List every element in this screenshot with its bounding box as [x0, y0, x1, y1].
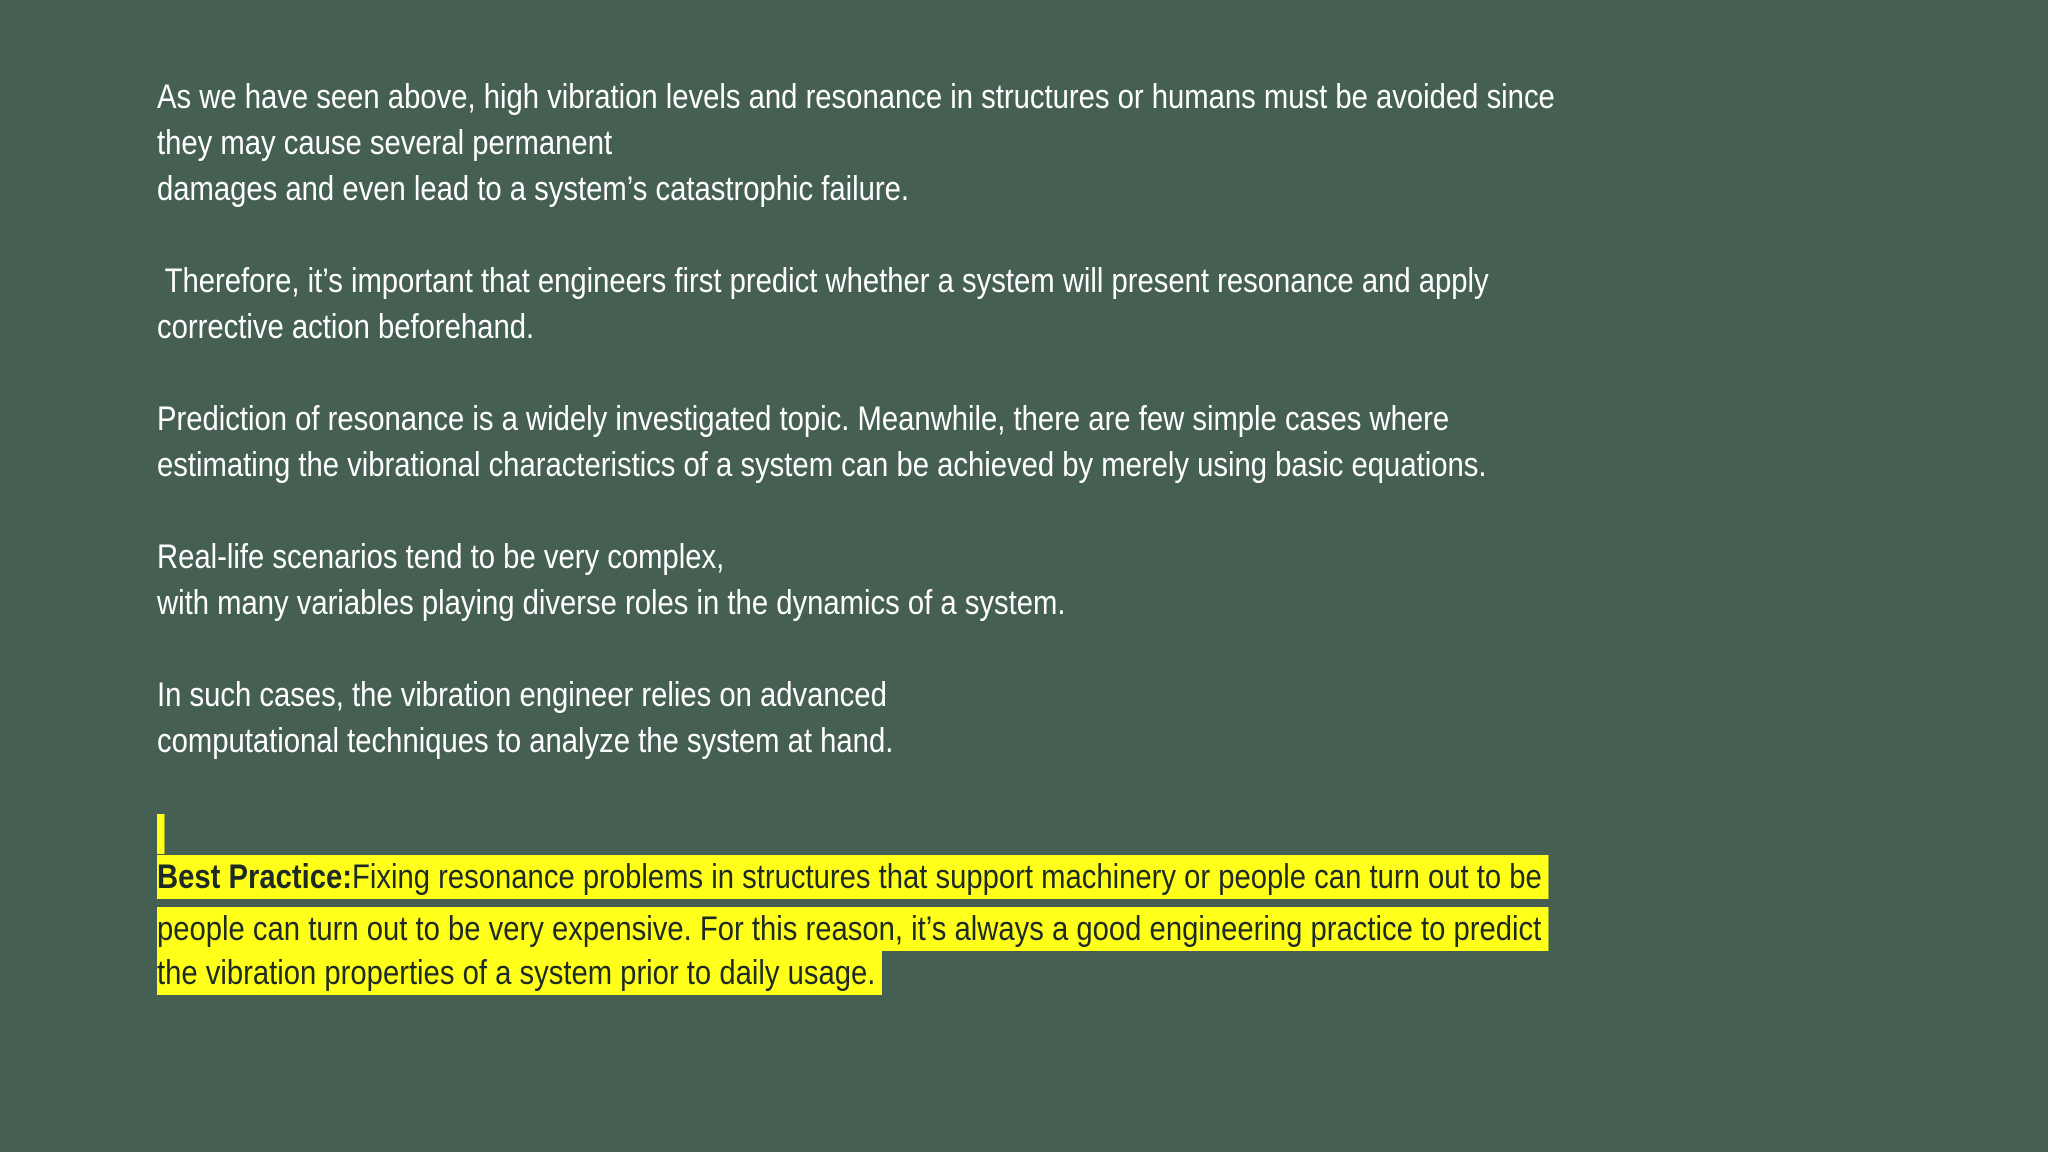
paragraph-4-line-1: Real-life scenarios tend to be very complex, — [157, 538, 725, 576]
paragraph-3-line-2: estimating the vibrational characteristics of a system can be achieved by merely using basic equations. — [157, 446, 1487, 484]
paragraph-spacer — [157, 488, 1499, 534]
paragraph-spacer — [157, 626, 1499, 672]
paragraph-1-line-2: they may cause several permanent — [157, 124, 613, 162]
best-practice-line-2: people can turn out to be very expensive. For this reason, it’s always a good engineering practice to predict — [157, 907, 1548, 951]
paragraph-1-line-1: As we have seen above, high vibration levels and resonance in structures or humans must be avoided since — [157, 78, 1555, 116]
paragraph-spacer — [157, 212, 1499, 258]
highlight-marker — [157, 814, 165, 854]
paragraph-2-line-1: Therefore, it’s important that engineers first predict whether a system will present resonance and apply — [157, 262, 1489, 300]
best-practice-line-3: the vibration properties of a system prior to daily usage. — [157, 951, 882, 995]
paragraph-spacer — [157, 350, 1499, 396]
paragraph-4-line-2: with many variables playing diverse roles in the dynamics of a system. — [157, 584, 1066, 622]
best-practice-line-1 — [157, 855, 1549, 899]
paragraph-5-line-1: In such cases, the vibration engineer relies on advanced — [157, 676, 887, 714]
best-practice-text-1: Fixing resonance problems in structures that support machinery or people can turn out to be — [352, 858, 1542, 896]
best-practice-label: Best Practice: — [157, 858, 353, 896]
paragraph-3-line-1: Prediction of resonance is a widely investigated topic. Meanwhile, there are few simple cases where — [157, 400, 1450, 438]
body-text — [157, 74, 1555, 764]
paragraph-5-line-2: computational techniques to analyze the system at hand. — [157, 722, 894, 760]
paragraph-2-line-2: corrective action beforehand. — [157, 308, 535, 346]
paragraph-1-line-3: damages and even lead to a system’s catastrophic failure. — [157, 170, 910, 208]
